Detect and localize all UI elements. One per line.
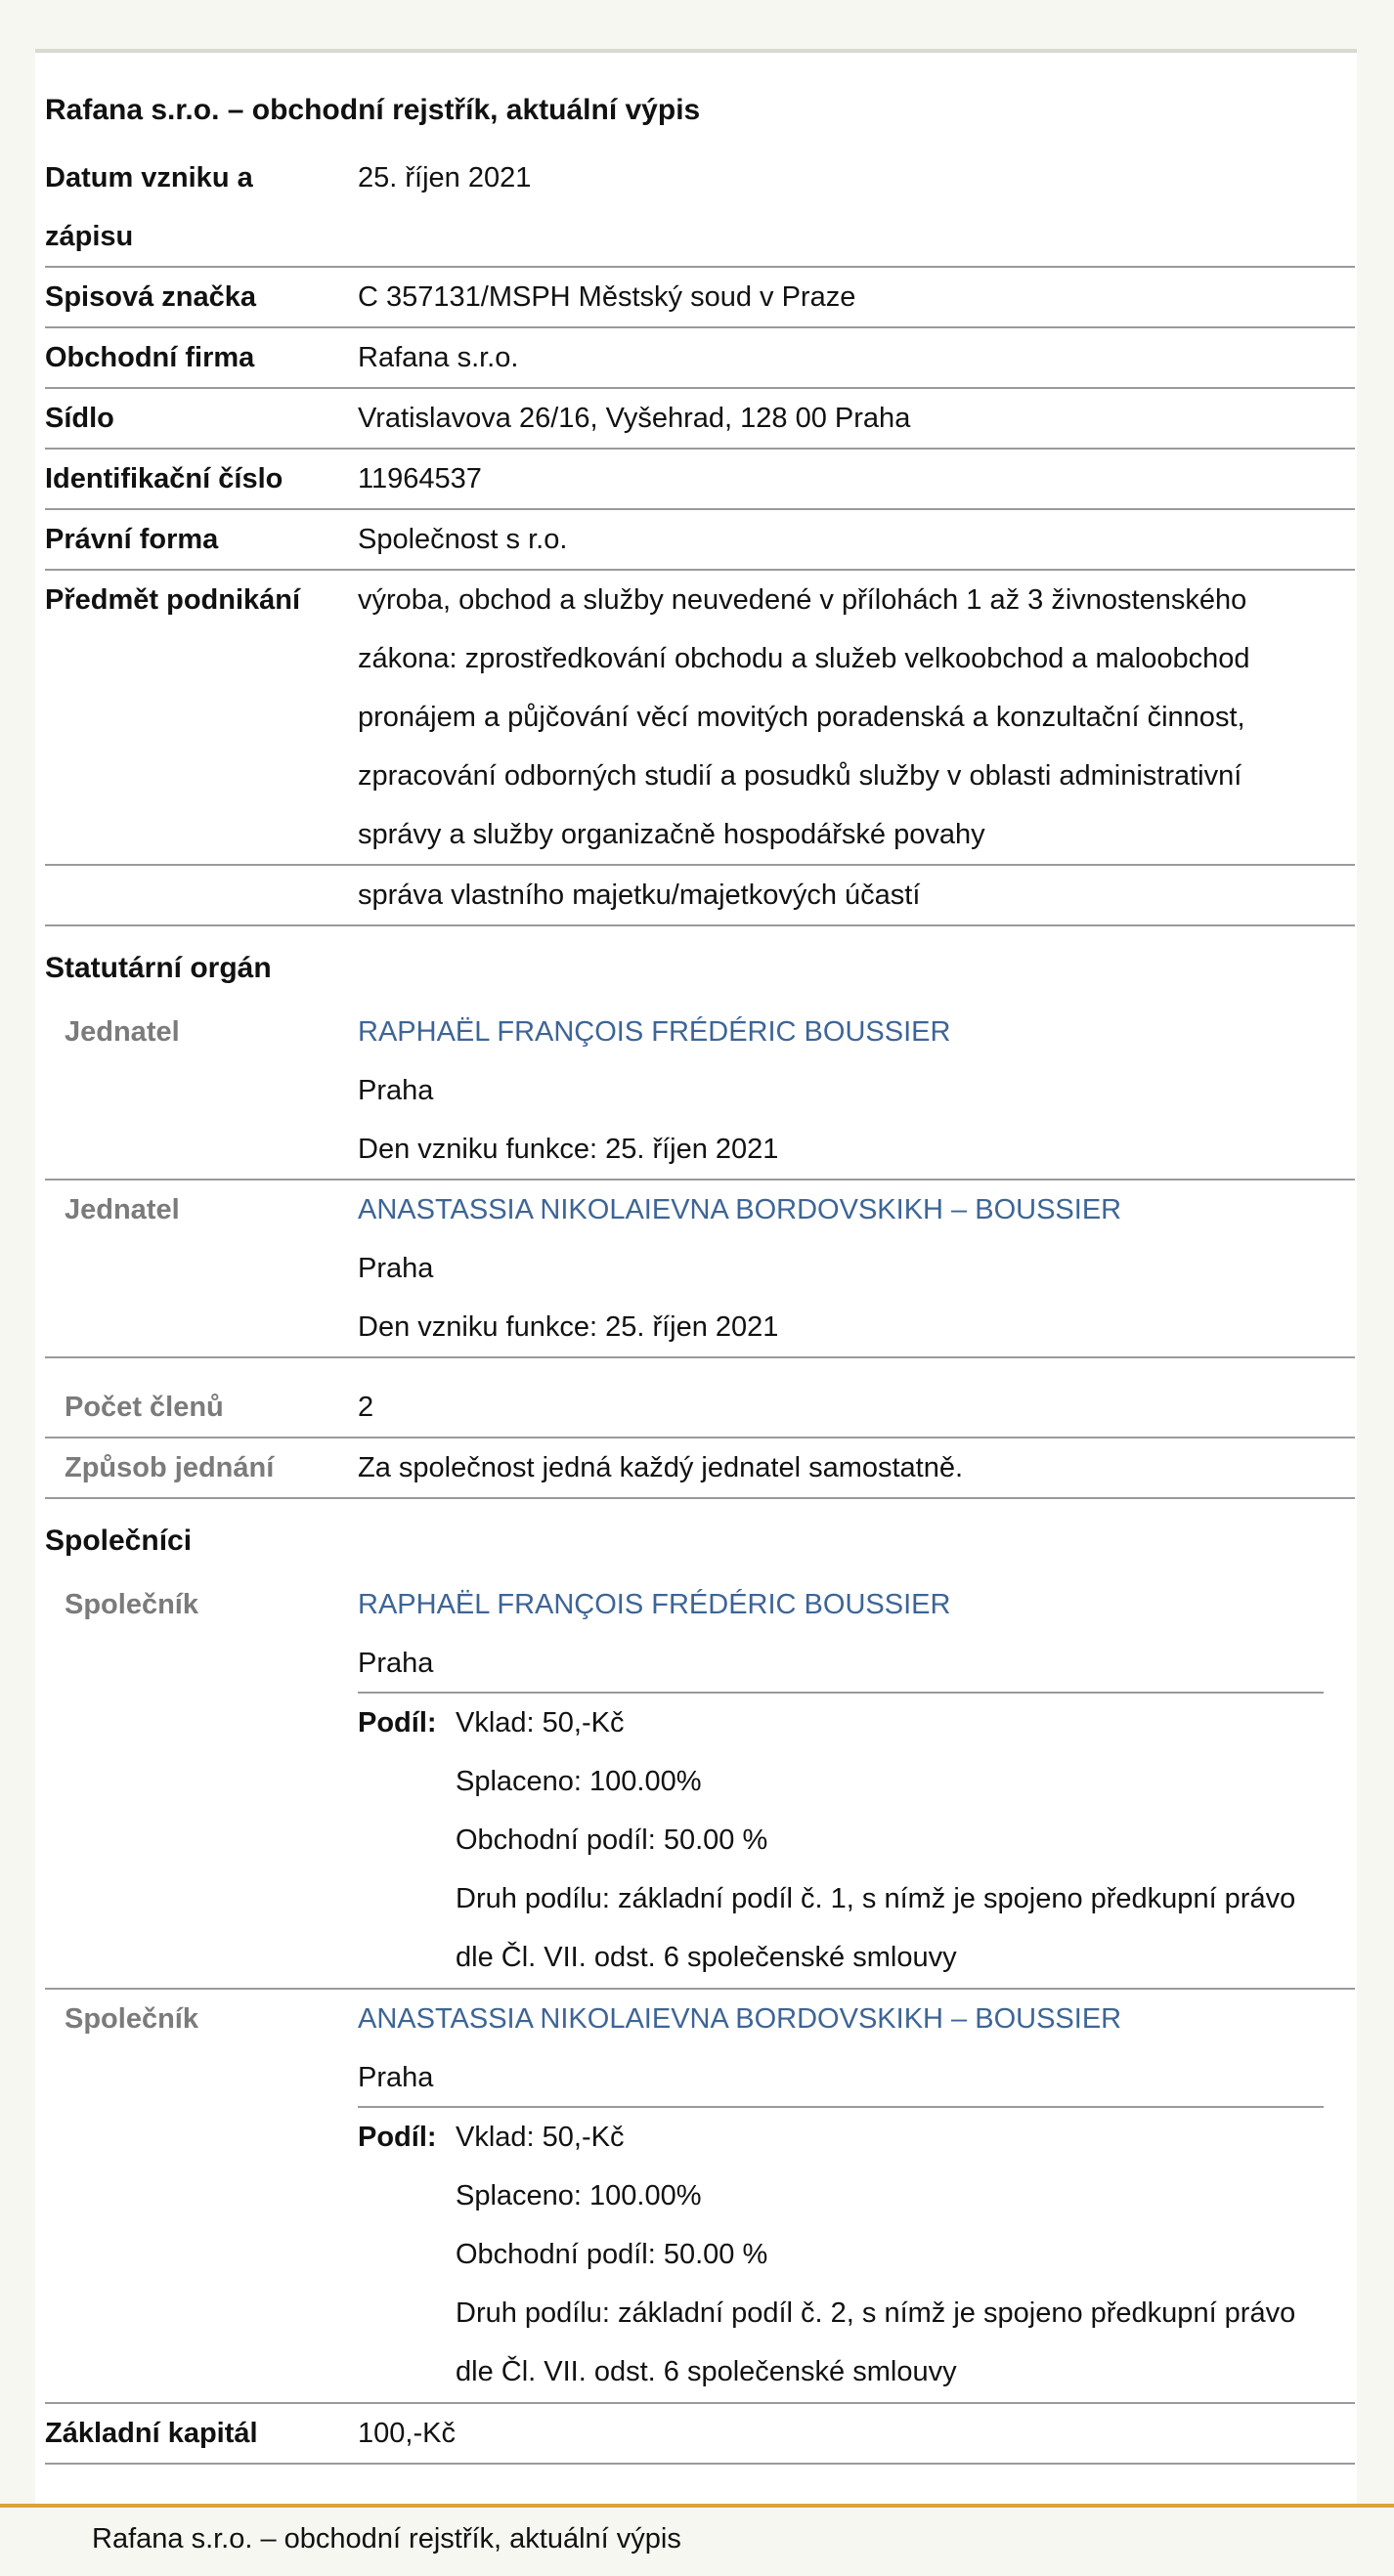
row-zakladni-kapital — [45, 2404, 1355, 2465]
row-identifikacni-cislo — [45, 450, 1355, 510]
value-zakladni-kapital: 100,-Kč — [358, 2418, 456, 2449]
podil-vklad: Vklad: 50,-Kč — [456, 2122, 625, 2153]
person-link[interactable]: ANASTASSIA NIKOLAIEVNA BORDOVSKIKH – BOUSSIER — [358, 2003, 1122, 2035]
person-city: Praha — [358, 1648, 434, 1679]
label-spolecnik: Společník — [65, 2003, 198, 2035]
value-datum-vzniku: 25. říjen 2021 — [358, 162, 532, 193]
label-datum-line-1: Datum vzniku a — [45, 162, 253, 193]
row-zpusob-jednani — [45, 1438, 1355, 1499]
label-identifikacni-cislo: Identifikační číslo — [45, 463, 283, 494]
row-jednatel — [45, 1181, 1355, 1358]
label-obchodni-firma: Obchodní firma — [45, 342, 255, 373]
podil-label: Podíl: — [358, 2122, 437, 2153]
row-predmet-extra — [45, 866, 1355, 926]
row-sidlo — [45, 389, 1355, 450]
podil-splaceno: Splaceno: 100.00% — [456, 2180, 702, 2211]
label-pocet-clenu: Počet členů — [65, 1392, 224, 1423]
value-spolecnik — [358, 1990, 1345, 2107]
row-obchodni-firma — [45, 328, 1355, 389]
podil-label: Podíl: — [358, 1707, 437, 1739]
page-title: Rafana s.r.o. – obchodní rejstřík, aktuální výpis — [45, 94, 701, 126]
label-jednatel: Jednatel — [65, 1194, 180, 1225]
person-city: Praha — [358, 1253, 434, 1284]
row-pocet-clenu — [45, 1378, 1355, 1438]
row-predmet-podnikani — [45, 571, 1355, 866]
podil-druh-cont: dle Čl. VII. odst. 6 společenské smlouvy — [456, 2356, 957, 2387]
section-statutarni-organ: Statutární orgán — [45, 952, 272, 984]
person-since: Den vzniku funkce: 25. říjen 2021 — [358, 1311, 779, 1343]
footer-title: Rafana s.r.o. – obchodní rejstřík, aktuální výpis — [92, 2523, 681, 2555]
podil-vklad: Vklad: 50,-Kč — [456, 1707, 625, 1739]
person-link[interactable]: ANASTASSIA NIKOLAIEVNA BORDOVSKIKH – BOUSSIER — [358, 1194, 1122, 1225]
label-datum-vzniku — [45, 149, 338, 266]
row-jednatel — [45, 1003, 1355, 1181]
person-since: Den vzniku funkce: 25. říjen 2021 — [358, 1134, 779, 1165]
podil-splaceno: Splaceno: 100.00% — [456, 1766, 702, 1797]
predmet-line: pronájem a půjčování věcí movitých poradenská a konzultační činnost, — [358, 702, 1245, 733]
person-city: Praha — [358, 1075, 434, 1106]
podil-obchodni: Obchodní podíl: 50.00 % — [456, 2239, 768, 2270]
row-pravni-forma — [45, 510, 1355, 571]
label-spolecnik: Společník — [65, 1589, 198, 1620]
row-datum-vzniku — [45, 149, 1355, 268]
podil-druh: Druh podílu: základní podíl č. 1, s nímž je spojeno předkupní právo — [456, 1883, 1296, 1914]
value-pravni-forma: Společnost s r.o. — [358, 524, 568, 555]
label-spisova-znacka: Spisová značka — [45, 281, 256, 313]
podil-druh-cont: dle Čl. VII. odst. 6 společenské smlouvy — [456, 1942, 957, 1973]
predmet-line: zákona: zprostředkování obchodu a služeb velkoobchod a maloobchod — [358, 643, 1250, 674]
label-datum-line-2: zápisu — [45, 221, 134, 252]
podil-details — [456, 1694, 1335, 1987]
podil-obchodni: Obchodní podíl: 50.00 % — [456, 1825, 768, 1856]
value-pocet-clenu: 2 — [358, 1392, 374, 1423]
label-zpusob-jednani: Způsob jednání — [65, 1452, 275, 1483]
label-pravni-forma: Právní forma — [45, 524, 219, 555]
value-obchodni-firma: Rafana s.r.o. — [358, 342, 519, 373]
podil-details — [456, 2108, 1335, 2401]
predmet-line: zpracování odborných studií a posudků služby v oblasti administrativní — [358, 760, 1242, 792]
value-spisova-znacka: C 357131/MSPH Městský soud v Praze — [358, 281, 856, 313]
podil-druh: Druh podílu: základní podíl č. 2, s nímž je spojeno předkupní právo — [456, 2297, 1296, 2329]
label-sidlo: Sídlo — [45, 403, 114, 434]
value-predmet-podnikani — [358, 571, 1345, 864]
value-zpusob-jednani: Za společnost jedná každý jednatel samostatně. — [358, 1452, 964, 1483]
value-jednatel — [358, 1003, 1345, 1179]
value-jednatel — [358, 1181, 1345, 1356]
value-sidlo: Vratislavova 26/16, Vyšehrad, 128 00 Praha — [358, 403, 911, 434]
person-city: Praha — [358, 2062, 434, 2093]
predmet-line: správy a služby organizačně hospodářské povahy — [358, 819, 985, 850]
label-predmet-podnikani: Předmět podnikání — [45, 584, 301, 616]
predmet-line: výroba, obchod a služby neuvedené v přílohách 1 až 3 živnostenského — [358, 584, 1247, 616]
value-spolecnik — [358, 1575, 1345, 1693]
label-zakladni-kapital: Základní kapitál — [45, 2418, 258, 2449]
value-predmet-extra: správa vlastního majetku/majetkových účastí — [358, 880, 921, 911]
section-spolecnici: Společníci — [45, 1524, 193, 1557]
label-jednatel: Jednatel — [65, 1016, 180, 1048]
footer-accent-line — [0, 2504, 1394, 2508]
person-link[interactable]: RAPHAËL FRANÇOIS FRÉDÉRIC BOUSSIER — [358, 1589, 951, 1620]
person-link[interactable]: RAPHAËL FRANÇOIS FRÉDÉRIC BOUSSIER — [358, 1016, 951, 1048]
value-identifikacni-cislo: 11964537 — [358, 463, 482, 494]
row-spisova-znacka — [45, 268, 1355, 328]
